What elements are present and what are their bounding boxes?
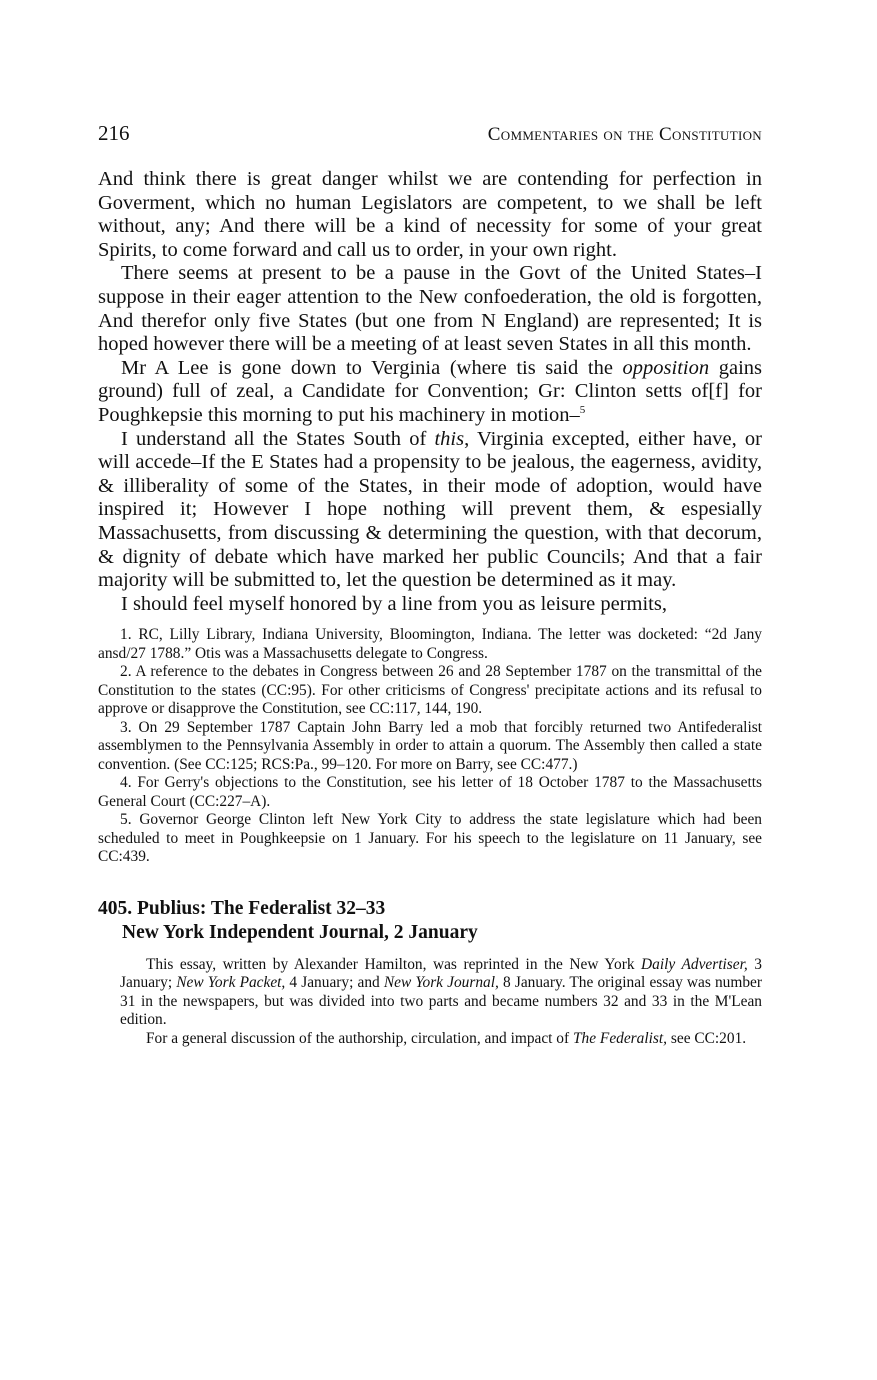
footnote-3: 3. On 29 September 1787 Captain John Barry led a mob that forcibly returned two Antifederalist assemblymen to the Pennsylvania Assembly in order to attain a quorum. The Assembly then called a state convention. (See CC:125; RCS:Pa., 99–120. For more on Barry, see CC:477.) — [98, 718, 762, 773]
body-paragraph-4-italic: this — [434, 427, 465, 450]
body-paragraph-5: I should feel myself honored by a line from you as leisure permits, — [121, 592, 667, 615]
body-paragraph-4-text-b: , Virginia excepted, either have, or will accede–If the E States had a propensity to be jealous, the eagerness, avidity, & illiberality of some of the States, in their mode of adoption, would have inspired it; However I hope nothing will prevent them, & espesially Massachusetts, from discussing & determining the question, with that decorum, & dignity of debate which have marked her public Councils; And that a fair majority will be submitted to, let the question be determined as it may. — [98, 427, 762, 592]
body-paragraph-3-text-a: Mr A Lee is gone down to Verginia (where tis said the — [121, 356, 623, 379]
body-paragraph-4 — [98, 428, 762, 593]
footnote-2: 2. A reference to the debates in Congress between 26 and 28 September 1787 on the transmittal of the Constitution to the states (CC:95). For other criticisms of Congress' precipitate actions and its refusal to approve or disapprove the Constitution, see CC:117, 144, 190. — [98, 663, 762, 718]
body-paragraph-2: There seems at present to be a pause in the Govt of the United States–I suppose in their eager attention to the New confoederation, the old is forgotten, And therefor only five States (but one from N England) are represented; It is hoped however there will be a meeting of at least seven States in all this month. — [98, 262, 762, 356]
body-paragraph-3-text-b: gains ground) full of zeal, a Candidate for Convention; Gr: Clinton setts of[f] for Poughkepsie this morning to put his machinery in motion– — [98, 356, 762, 426]
footnotes — [98, 626, 762, 867]
headnote-1-italic-3: New York Journal, — [383, 974, 499, 992]
footnote-1: 1. RC, Lilly Library, Indiana University, Bloomington, Indiana. The letter was docketed: “2d Jany ansd/27 1788.” Otis was a Massachusetts delegate to Congress. — [98, 626, 762, 662]
footnote-5: 5. Governor George Clinton left New York City to address the state legislature which had been scheduled to meet in Poughkeepsie on 1 January. For his speech to the legislature on 11 January, see CC:439. — [98, 811, 762, 866]
article-heading-line-2: New York Independent Journal, 2 January — [122, 921, 478, 943]
running-title: Commentaries on the Constitution — [487, 124, 762, 145]
headnote-2-text-b: see CC:201. — [667, 1029, 747, 1047]
headnote-paragraph-1 — [120, 956, 762, 1030]
body-paragraph-1: And think there is great danger whilst we are contending for perfection in Goverment, which no human Legislators are competent, to we shall be left without, any; And there will be a kind of necessity for some of your great Spirits, to come forward and call us to order, in your own right. — [98, 168, 762, 261]
headnote-paragraph-2 — [120, 1030, 762, 1049]
headnote-1-text-a: This essay, written by Alexander Hamilton, was reprinted in the New York — [146, 955, 642, 973]
headnote-2-text-a: For a general discussion of the authorship, circulation, and impact of — [146, 1029, 573, 1047]
headnote-1-text-b: 3 January; — [120, 955, 762, 992]
headnote — [98, 956, 762, 1049]
headnote-1-italic-2: New York Packet, — [176, 974, 286, 992]
body-paragraph-4-text-a: I understand all the States South of — [121, 427, 435, 450]
headnote-1-text-c: 4 January; and — [285, 974, 384, 992]
headnote-1-text-d: 8 January. The original essay was number 31 in the newspapers, but was divided into two parts and became numbers 32 and 33 in the M'Lean edition. — [120, 974, 762, 1029]
article-heading-line-1: 405. Publius: The Federalist 32–33 — [98, 897, 386, 919]
footnote-4: 4. For Gerry's objections to the Constitution, see his letter of 18 October 1787 to the Massachusetts General Court (CC:227–A). — [98, 774, 762, 810]
running-head — [98, 118, 762, 158]
article-heading — [98, 897, 762, 945]
footnote-ref-5: 5 — [579, 404, 586, 417]
headnote-1-italic-1: Daily Advertiser, — [641, 955, 748, 973]
letter-body — [98, 168, 762, 616]
document-page — [98, 118, 762, 1048]
body-paragraph-3-italic: opposition — [622, 356, 710, 379]
headnote-2-italic: The Federalist, — [572, 1029, 668, 1047]
body-paragraph-3 — [98, 357, 762, 428]
page-number: 216 — [98, 121, 130, 145]
